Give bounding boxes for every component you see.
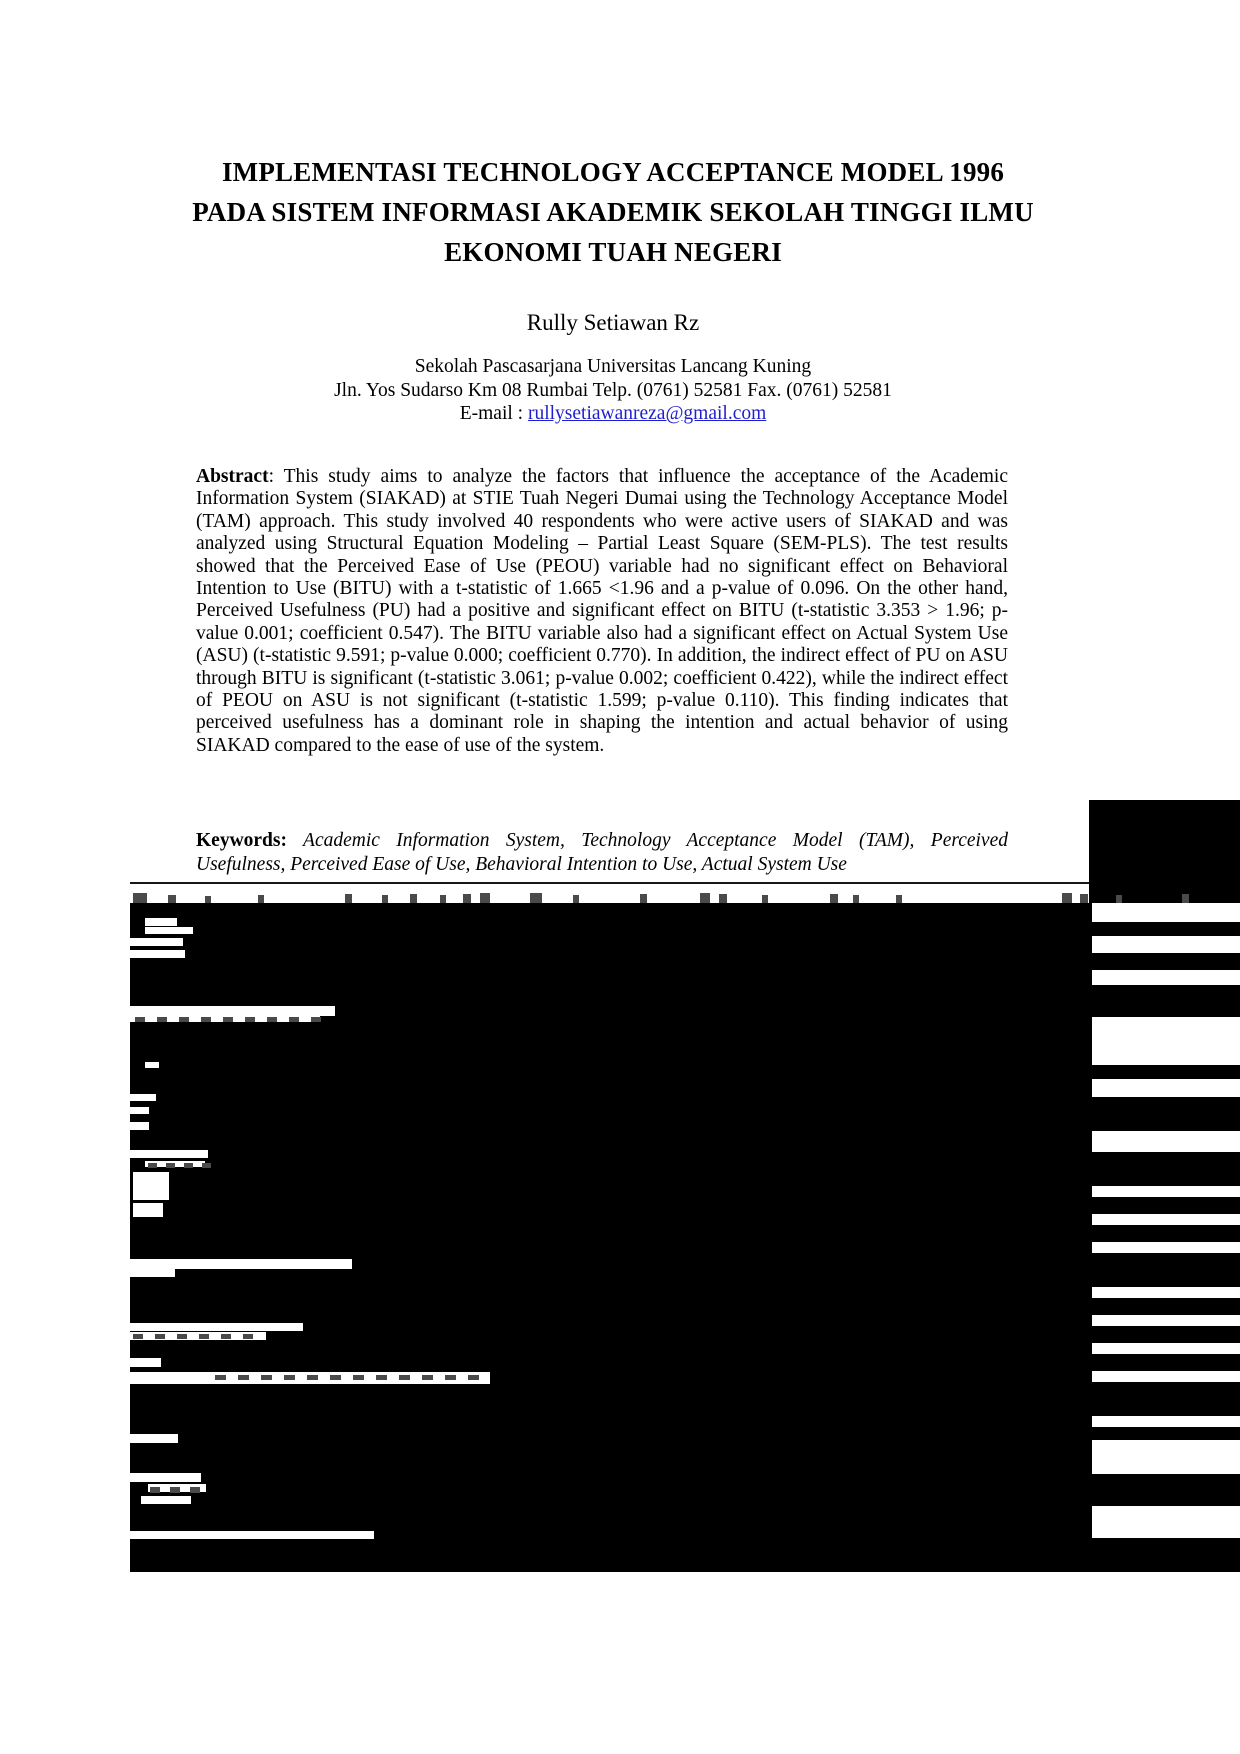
redaction-line-gap bbox=[141, 1496, 191, 1504]
redaction-right-bar bbox=[1092, 1326, 1240, 1343]
redaction-main-block bbox=[130, 903, 1092, 1572]
redaction-line-gap bbox=[130, 1323, 303, 1331]
redaction-glyph-top-mark bbox=[896, 895, 902, 903]
redaction-glyph-top-mark bbox=[245, 1017, 255, 1022]
redaction-glyph-top-mark bbox=[853, 895, 859, 903]
redaction-line-gap bbox=[130, 938, 183, 946]
redaction-line-gap bbox=[130, 1122, 149, 1130]
redaction-glyph-top-mark bbox=[238, 1375, 249, 1380]
redaction-glyph-top-mark bbox=[376, 1375, 387, 1380]
redaction-right-bar bbox=[1092, 1427, 1240, 1440]
paper-title-line-3: EKONOMI TUAH NEGERI bbox=[444, 237, 782, 267]
redaction-glyph-top-mark bbox=[399, 1375, 410, 1380]
redaction-glyph-top-mark bbox=[311, 1017, 321, 1022]
author-name: Rully Setiawan Rz bbox=[526, 310, 700, 335]
redaction-glyph-top-mark bbox=[330, 1375, 341, 1380]
redaction-glyph-top-mark bbox=[190, 1487, 200, 1493]
affiliation-line-1: Sekolah Pascasarjana Universitas Lancang Kuning bbox=[414, 356, 812, 377]
redaction-glyph-top-mark bbox=[307, 1375, 318, 1380]
redaction-right-bar bbox=[1092, 1152, 1240, 1186]
redaction-line-gap bbox=[130, 1473, 201, 1482]
abstract-colon: : bbox=[268, 466, 284, 487]
redaction-line-gap bbox=[130, 950, 185, 958]
keywords-label: Keywords: bbox=[196, 830, 287, 851]
redaction-glyph-top-mark bbox=[719, 894, 727, 903]
redaction-glyph-top-mark bbox=[199, 1334, 209, 1339]
redaction-glyph-top-mark bbox=[530, 893, 542, 903]
redaction-glyph-top-mark bbox=[830, 894, 838, 903]
redaction-glyph-top-mark bbox=[762, 895, 768, 903]
redaction-line-gap bbox=[130, 1531, 374, 1539]
redaction-glyph-top-mark bbox=[468, 1375, 479, 1380]
redaction-glyph-top-mark bbox=[1182, 894, 1189, 903]
redaction-line-gap bbox=[130, 1006, 335, 1016]
redaction-glyph-top-mark bbox=[284, 1375, 295, 1380]
redaction-glyph-top-mark bbox=[445, 1375, 456, 1380]
redaction-glyph-top-mark bbox=[201, 1017, 211, 1022]
redaction-line-gap bbox=[130, 1269, 175, 1277]
redaction-glyph-top-mark bbox=[573, 895, 579, 903]
redaction-right-bar bbox=[1092, 1354, 1240, 1371]
redaction-line-gap bbox=[145, 918, 177, 926]
redaction-right-bar bbox=[1092, 1225, 1240, 1242]
redaction-glyph-top-mark bbox=[463, 894, 471, 903]
redaction-glyph-top-mark bbox=[168, 895, 176, 903]
affiliation-line-2: Jln. Yos Sudarso Km 08 Rumbai Telp. (0761) 52581 Fax. (0761) 52581 bbox=[334, 379, 892, 401]
redaction-glyph-top-mark bbox=[133, 1334, 143, 1339]
redaction-glyph-top-mark bbox=[353, 1375, 364, 1380]
redaction-glyph-top-mark bbox=[184, 1163, 193, 1168]
redaction-glyph-top-mark bbox=[1062, 893, 1072, 903]
redaction-line-gap bbox=[133, 1172, 169, 1200]
redaction-right-bar bbox=[1092, 1197, 1240, 1214]
redaction-right-bar bbox=[1092, 1474, 1240, 1506]
paper-title-line-1: IMPLEMENTASI TECHNOLOGY ACCEPTANCE MODEL 1996 bbox=[221, 157, 1005, 187]
redaction-line-gap bbox=[130, 1094, 156, 1101]
redaction-glyph-top-mark bbox=[133, 893, 147, 903]
redaction-glyph-top-mark bbox=[382, 895, 388, 903]
redaction-glyph-top-mark bbox=[640, 894, 647, 903]
redaction-glyph-top-mark bbox=[150, 1487, 160, 1493]
redaction-right-bar bbox=[1092, 1298, 1240, 1315]
redaction-glyph-top-mark bbox=[410, 894, 417, 903]
redaction-line-gap bbox=[130, 1358, 161, 1367]
redaction-glyph-top-mark bbox=[221, 1334, 231, 1339]
redaction-line-gap bbox=[133, 1203, 163, 1217]
redaction-line-gap bbox=[130, 1107, 149, 1114]
paper-title-line-2: PADA SISTEM INFORMASI AKADEMIK SEKOLAH TINGGI ILMU bbox=[192, 197, 1034, 227]
redaction-line-gap bbox=[130, 1259, 352, 1269]
redaction-glyph-top-mark bbox=[177, 1334, 187, 1339]
redaction-glyph-top-mark bbox=[223, 1017, 233, 1022]
redaction-glyph-top-mark bbox=[267, 1017, 277, 1022]
redaction-glyph-top-mark bbox=[243, 1334, 253, 1339]
redaction-glyph-top-mark bbox=[261, 1375, 272, 1380]
redaction-glyph-top-mark bbox=[166, 1163, 175, 1168]
redaction-glyph-top-mark bbox=[345, 894, 352, 903]
redaction-glyph-top-mark bbox=[258, 895, 264, 903]
redaction-right-bar bbox=[1092, 1538, 1240, 1572]
redaction-glyph-top-mark bbox=[215, 1375, 226, 1380]
redaction-glyph-top-mark bbox=[135, 1017, 145, 1022]
redaction-glyph-top-mark bbox=[480, 893, 490, 903]
redaction-glyph-top-mark bbox=[170, 1487, 180, 1493]
redaction-glyph-top-mark bbox=[205, 896, 211, 903]
redaction-right-bar bbox=[1092, 1065, 1240, 1079]
redaction-right-bar bbox=[1092, 1382, 1240, 1416]
email-label: E-mail : bbox=[459, 403, 528, 424]
redaction-line-gap bbox=[130, 1150, 208, 1158]
redaction-glyph-top-mark bbox=[289, 1017, 299, 1022]
email-link[interactable]: rullysetiawanreza@gmail.com bbox=[527, 403, 767, 424]
redaction-right-bar bbox=[1092, 922, 1240, 936]
redaction-glyph-top-mark bbox=[148, 1163, 157, 1168]
redaction-glyph-top-mark bbox=[202, 1163, 211, 1168]
keywords-text: Academic Information System, Technology Acceptance Model (TAM), Perceived Usefulness, Perceived Ease of Use, Behavioral Intention to Use, Actual System Use bbox=[196, 830, 1008, 875]
redaction-right-bar bbox=[1092, 1097, 1240, 1131]
redaction-glyph-top-mark bbox=[422, 1375, 433, 1380]
redaction-glyph-top-mark bbox=[157, 1017, 167, 1022]
abstract-text: This study aims to analyze the factors that influence the acceptance of the Academic Information System (SIAKAD) at STIE Tuah Negeri Dumai using the Technology Acceptance Model (TAM) approach. This study involved 40 respondents who were active users of SIAKAD and was analyzed using Structural Equation Modeling – Partial Least Square (SEM-PLS). The test results showed that the Perceived Ease of Use (PEOU) variable had no significant effect on Behavioral Intention to Use (BITU) with a t-statistic of 1.665 <1.96 and a p-value of 0.096. On the other hand, Perceived Usefulness (PU) had a positive and significant effect on BITU (t-statistic 3.353 > 1.96; p-value 0.001; coefficient 0.547). The BITU variable also had a significant effect on Actual System Use (ASU) (t-statistic 9.591; p-value 0.000; coefficient 0.770). In addition, the indirect effect of PU on ASU through BITU is significant (t-statistic 3.061; p-value 0.002; coefficient 0.422), while the indirect effect of PEOU on ASU is not significant (t-statistic 1.599; p-value 0.110). This finding indicates that perceived usefulness has a dominant role in shaping the intention and actual behavior of using SIAKAD compared to the ease of use of the system. bbox=[196, 466, 1008, 756]
redaction-line-gap bbox=[145, 927, 193, 934]
redaction-glyph-top-mark bbox=[440, 895, 446, 903]
redaction-glyph-top-mark bbox=[700, 893, 710, 903]
redaction-top-right-block bbox=[1089, 800, 1240, 903]
redaction-right-bar bbox=[1092, 985, 1240, 1017]
redaction-right-bar bbox=[1092, 1253, 1240, 1287]
redaction-line-gap bbox=[130, 1434, 178, 1443]
redaction-glyph-top-mark bbox=[1080, 894, 1088, 903]
redaction-right-bar bbox=[1092, 953, 1240, 970]
redaction-glyph-top-mark bbox=[1116, 895, 1122, 903]
redaction-glyph-top-mark bbox=[155, 1334, 165, 1339]
redaction-glyph-top-mark bbox=[179, 1017, 189, 1022]
abstract-label: Abstract bbox=[196, 466, 269, 487]
redaction-line-gap bbox=[145, 1062, 159, 1068]
